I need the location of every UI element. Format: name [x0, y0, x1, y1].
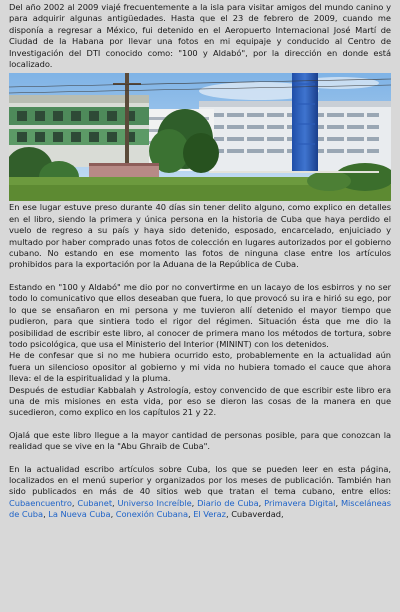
link-diario-de-cuba[interactable]: Diario de Cuba [197, 497, 259, 508]
link-cubaencuentro[interactable]: Cubaencuentro [9, 497, 72, 508]
paragraph-articles: En la actualidad escribo artículos sobre Cuba, los que se pueden leer en esta página, localizados en el menú superior y organizados por los meses de publicación. También han sido publicados en más de 40 sitios web que tratan el tema cubano, entre ellos: Cubaencuentro, Cubanet, Universo Increíble, Diario de Cuba, Primavera Digital, Misceláneas de Cuba, La Nueva Cuba, Conexión Cubana, El Veraz, Cubaverdad, [9, 463, 391, 520]
text-cubaverdad: Cubaverdad, [231, 509, 284, 520]
paragraph-prison: En ese lugar estuve preso durante 40 días sin tener delito alguno, como explico en detalles en el libro, siendo la primera y única persona en la historia de Cuba que haya perdido el vuelo de regreso a su país y haya sido detenido, esposado, encarcelado, enjuiciado y multado por haber comprado unas fotos de colección en lugares autorizados por el gobierno cubano. No estando en ese momento las fotos de ninguna clase entre los artículos prohibidos para la exportación por la Aduana de la República de Cuba. [9, 202, 391, 270]
link-miscelaneas-de-cuba[interactable]: Misceláneas de Cuba [9, 497, 391, 520]
paragraph-hope: Ojalá que este libro llegue a la mayor cantidad de personas posible, para que conozcan la realidad que se vive en la "Abu Ghraib de Cuba". [9, 429, 391, 452]
link-la-nueva-cuba[interactable]: La Nueva Cuba [48, 509, 111, 520]
link-universo-increible[interactable]: Universo Increíble [117, 497, 192, 508]
articles-text: En la actualidad escribo artículos sobre Cuba, los que se pueden leer en esta página, localizados en el menú superior y organizados por los meses de publicación. También han sido publicados en más de 40 sitios web que tratan el tema cubano, entre ellos: [9, 463, 391, 497]
link-primavera-digital[interactable]: Primavera Digital [264, 497, 336, 508]
building-photo [9, 73, 391, 201]
link-el-veraz[interactable]: El Veraz [193, 509, 226, 520]
paragraph-intro: Del año 2002 al 2009 viajé frecuentemente a la isla para visitar amigos del mundo canino y para adquirir algunas antigüedades. Hasta que el 23 de febrero de 2009, cuando me disponía a regresar a México, fui detenido en el Aeropuerto Internacional José Martí de Ciudad de la Habana por llevar una fotos en mi equipaje y conducido al Centro de Investigación del DTI conocido como: "100 y Aldabó", por la dirección en donde está localizado. [9, 2, 391, 70]
paragraph-confess: He de confesar que si no me hubiera ocurrido esto, probablemente en la actualidad aún fuera un silencioso opositor al gobierno y mi vida no hubiera tomado el cauce que ahora lleva: el de la espiritualidad y la pluma. [9, 350, 391, 384]
paragraph-kabbalah: Después de estudiar Kabbalah y Astrología, estoy convencido de que escribir este libro era una de mis misiones en esta vida, por eso se dieron las cosas de la manera en que sucedieron, como explico en los capítulos 21 y 22. [9, 384, 391, 418]
paragraph-lackey: Estando en "100 y Aldabó" me dio por no convertirme en un lacayo de los esbirros y no ser todo lo comunicativo que ellos deseaban que fuera, lo que provocó su ira e hirió su ego, por lo que se ensañaron en mi persona y me tuvieron allí detenido el mayor tiempo que pudieron, para que sintiera todo el rigor del régimen. Situación ésta que me dio la posibilidad de escribir este libro, al conocer de primera mano los métodos de tortura, sobre todo psicológica, que usa el Ministerio del Interior (MININT) con los detenidos. [9, 281, 391, 349]
link-conexion-cubana[interactable]: Conexión Cubana [115, 509, 189, 520]
link-cubanet[interactable]: Cubanet [77, 497, 113, 508]
